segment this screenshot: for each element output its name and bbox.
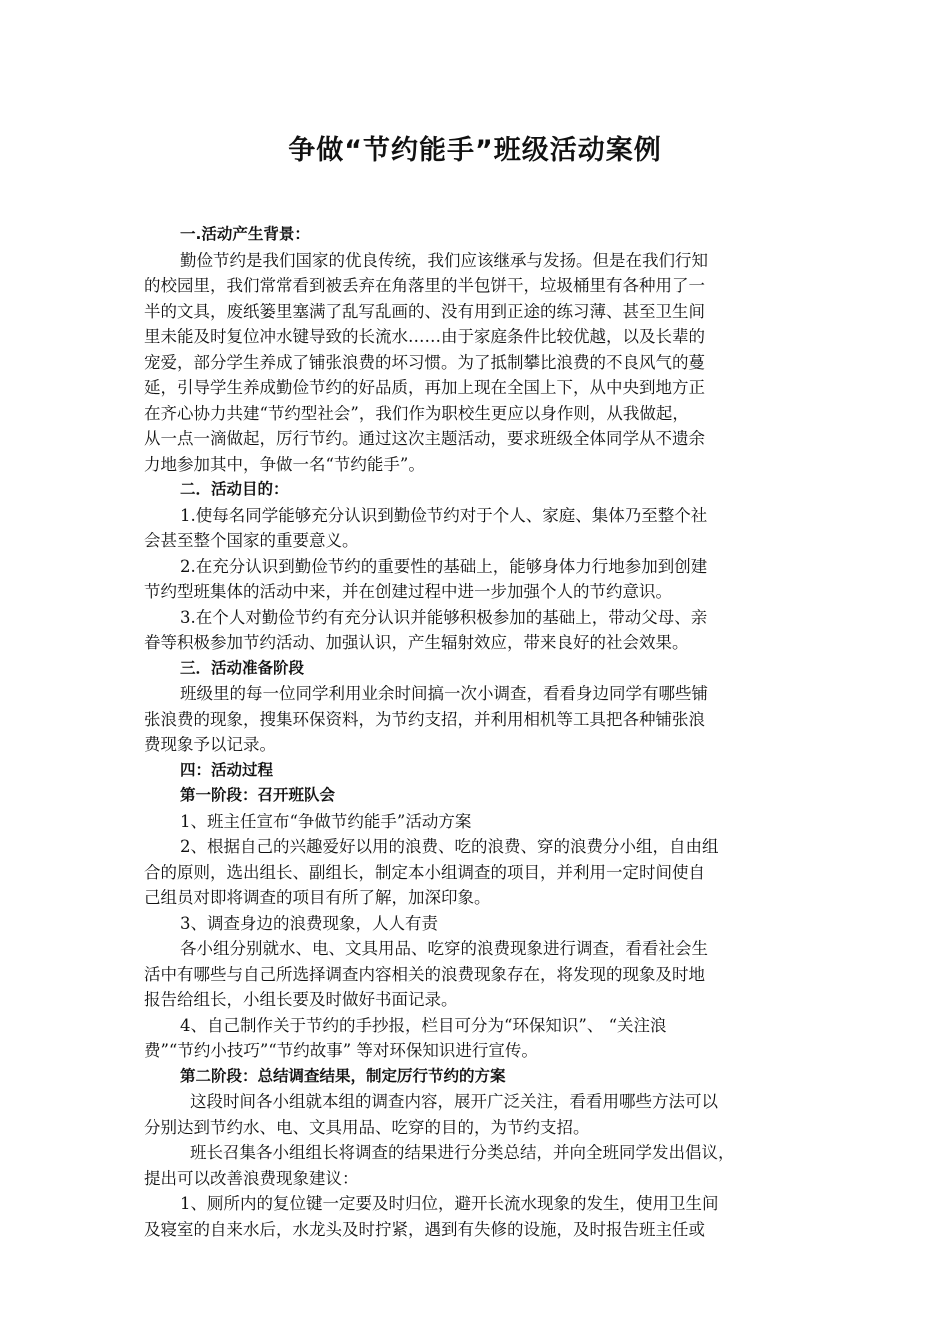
section-heading: 一.活动产生背景：: [180, 225, 310, 243]
paragraph-line: 班长召集各小组组长将调查的结果进行分类总结，并向全班同学发出倡议，: [190, 1143, 735, 1162]
paragraph-line: 力地参加其中，争做一名“节约能手”。: [144, 454, 425, 474]
paragraph-line: 勤俭节约是我们国家的优良传统，我们应该继承与发扬。但是在我们行知: [180, 250, 708, 270]
paragraph-line: 费”“节约小技巧”“节约故事” 等对环保知识进行宣传。: [144, 1041, 538, 1060]
paragraph-line: 延，引导学生养成勤俭节约的好品质，再加上现在全国上下，从中央到地方正: [144, 378, 705, 397]
paragraph-line: 的校园里，我们常常看到被丢弃在角落里的半包饼干，垃圾桶里有各种用了一: [144, 276, 705, 295]
paragraph-line: 分别达到节约水、电、文具用品、吃穿的目的，为节约支招。: [144, 1117, 590, 1137]
paragraph-line: 报告给组长，小组长要及时做好书面记录。: [144, 990, 458, 1009]
paragraph-line: 及寝室的自来水后，水龙头及时拧紧，遇到有失修的设施，及时报告班主任或: [144, 1219, 705, 1239]
section-heading: 三．活动准备阶段: [180, 658, 305, 677]
section-heading: 二．活动目的：: [180, 480, 289, 498]
paragraph-line: 2、根据自己的兴趣爱好以用的浪费、吃的浪费、穿的浪费分小组，自由组: [180, 837, 719, 856]
paragraph-line: 各小组分别就水、电、文具用品、吃穿的浪费现象进行调查，看看社会生: [180, 939, 708, 958]
document-title: 争做“节约能手”班级活动案例: [288, 135, 662, 166]
paragraph-line: 张浪费的现象，搜集环保资料，为节约支招，并利用相机等工具把各种铺张浪: [144, 709, 705, 729]
paragraph-line: 1.使每名同学能够充分认识到勤俭节约对于个人、家庭、集体乃至整个社: [180, 505, 708, 525]
paragraph-line: 里未能及时复位冲水键导致的长流水……由于家庭条件比较优越，以及长辈的: [144, 327, 705, 346]
paragraph-line: 宠爱，部分学生养成了铺张浪费的坏习惯。为了抵制攀比浪费的不良风气的蔓: [144, 352, 705, 372]
paragraph-line: 会甚至整个国家的重要意义。: [144, 531, 359, 550]
paragraph-line: 班级里的每一位同学利用业余时间搞一次小调查，看看身边同学有哪些铺: [180, 684, 708, 703]
paragraph-line: 节约型班集体的活动中来，并在创建过程中进一步加强个人的节约意识。: [144, 582, 672, 601]
paragraph-line: 眷等积极参加节约活动、加强认识，产生辐射效应，带来良好的社会效果。: [144, 633, 689, 652]
paragraph-line: 半的文具，废纸篓里塞满了乱写乱画的、没有用到正途的练习薄、甚至卫生间: [144, 301, 705, 321]
paragraph-line: 1、厕所内的复位键一定要及时归位，避开长流水现象的发生，使用卫生间: [180, 1194, 719, 1213]
paragraph-line: 2.在充分认识到勤俭节约的重要性的基础上，能够身体力行地参加到创建: [180, 556, 708, 576]
paragraph-line: 1、班主任宣布“争做节约能手”活动方案: [180, 811, 472, 831]
section-heading: 四：活动过程: [180, 760, 274, 779]
paragraph-line: 3.在个人对勤俭节约有充分认识并能够积极参加的基础上，带动父母、亲: [180, 607, 708, 627]
stage-heading: 第二阶段：总结调查结果，制定厉行节约的方案: [180, 1066, 506, 1085]
paragraph-line: 合的原则，选出组长、副组长，制定本小组调查的项目，并利用一定时间使自: [144, 862, 705, 882]
paragraph-line: 费现象予以记录。: [144, 735, 276, 754]
paragraph-line: 提出可以改善浪费现象建议：: [144, 1168, 359, 1188]
stage-heading: 第一阶段：召开班队会: [180, 786, 336, 804]
paragraph-line: 活中有哪些与自己所选择调查内容相关的浪费现象存在，将发现的现象及时地: [144, 964, 705, 984]
paragraph-line: 在齐心协力共建“节约型社会”，我们作为职校生更应以身作则，从我做起，: [144, 403, 689, 423]
paragraph-line: 己组员对即将调查的项目有所了解，加深印象。: [144, 888, 491, 907]
paragraph-line: 从一点一滴做起，厉行节约。通过这次主题活动，要求班级全体同学从不遗余: [144, 429, 705, 448]
paragraph-line: 3、调查身边的浪费现象，人人有责: [180, 913, 438, 933]
paragraph-line: 4、自己制作关于节约的手抄报，栏目可分为“环保知识”、 “关注浪: [180, 1015, 667, 1035]
document-body: [144, 222, 816, 1242]
paragraph-line: 这段时间各小组就本组的调查内容，展开广泛关注，看看用哪些方法可以: [190, 1092, 718, 1111]
